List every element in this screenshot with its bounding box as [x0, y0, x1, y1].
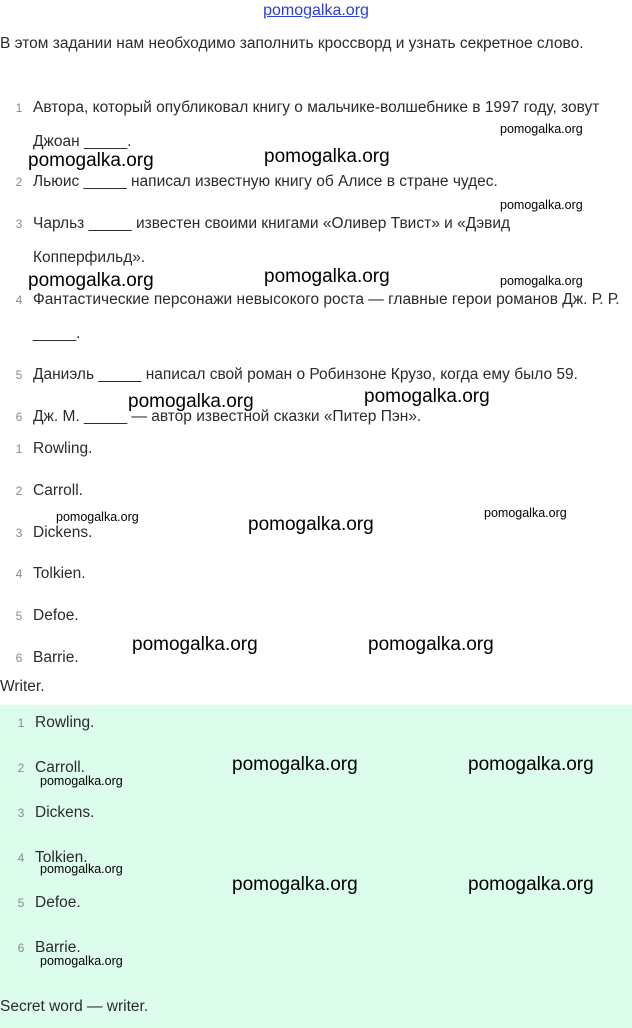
answer-text: Tolkien.	[35, 849, 88, 866]
task-intro: В этом задании нам необходимо заполнить кроссворд и узнать секретное слово.	[0, 35, 584, 52]
watermark: pomogalka.org	[56, 510, 139, 524]
watermark: pomogalka.org	[484, 506, 567, 520]
watermark: pomogalka.org	[232, 754, 358, 775]
answer-text: Carroll.	[33, 482, 83, 499]
site-title[interactable]: pomogalka.org	[263, 2, 369, 19]
question-number: 1	[15, 101, 23, 115]
question-number: 6	[15, 410, 23, 424]
answer-text: Carroll.	[35, 759, 85, 776]
answer-number: 2	[15, 484, 23, 498]
watermark: pomogalka.org	[128, 391, 254, 412]
watermark: pomogalka.org	[364, 386, 490, 407]
answer-text: Rowling.	[33, 440, 93, 457]
watermark: pomogalka.org	[500, 122, 583, 136]
watermark: pomogalka.org	[28, 270, 154, 291]
answer-number: 3	[17, 806, 25, 820]
answer-text: Dickens.	[35, 804, 95, 821]
question-text: Автора, который опубликовал книгу о мальчике-волшебнике в 1997 году, зовут Джоан _____.	[33, 99, 600, 150]
watermark: pomogalka.org	[500, 198, 583, 212]
answer-label: Writer.	[0, 678, 45, 695]
question-text: Чарльз _____ известен своими книгами «Оливер Твист» и «Дэвид Копперфильд».	[33, 215, 511, 266]
watermark: pomogalka.org	[368, 634, 494, 655]
answer-number: 1	[17, 716, 25, 730]
answer-text: Defoe.	[35, 894, 81, 911]
question-text: Дж. М. _____ — автор известной сказки «Питер Пэн».	[33, 408, 422, 425]
question-number: 4	[15, 293, 23, 307]
watermark: pomogalka.org	[132, 634, 258, 655]
watermark: pomogalka.org	[232, 874, 358, 895]
answer-number: 2	[17, 761, 25, 775]
answer-number: 6	[15, 651, 23, 665]
question-number: 5	[15, 368, 23, 382]
watermark: pomogalka.org	[468, 874, 594, 895]
question-text: Фантастические персонажи невысокого роста — главные герои романов Дж. Р. Р. _____.	[33, 291, 620, 342]
watermark: pomogalka.org	[264, 146, 390, 167]
watermark: pomogalka.org	[500, 274, 583, 288]
answer-number: 6	[17, 941, 25, 955]
watermark: pomogalka.org	[468, 754, 594, 775]
question-text: Даниэль _____ написал свой роман о Робинзоне Крузо, когда ему было 59.	[33, 366, 578, 383]
answer-number: 1	[15, 442, 23, 456]
watermark: pomogalka.org	[40, 862, 123, 876]
highlighted-answers-panel	[0, 705, 632, 1028]
question-number: 3	[15, 217, 23, 231]
answer-text: Tolkien.	[33, 565, 86, 582]
question-number: 2	[15, 175, 23, 189]
answer-text: Rowling.	[35, 714, 95, 731]
answer-text: Barrie.	[35, 939, 81, 956]
watermark: pomogalka.org	[28, 150, 154, 171]
watermark: pomogalka.org	[40, 954, 123, 968]
watermark: pomogalka.org	[40, 774, 123, 788]
answer-text: Dickens.	[33, 524, 93, 541]
answer-text: Defoe.	[33, 607, 79, 624]
question-text: Льюис _____ написал известную книгу об Алисе в стране чудес.	[33, 173, 498, 190]
answer-number: 4	[15, 567, 23, 581]
watermark: pomogalka.org	[264, 266, 390, 287]
answer-number: 4	[17, 851, 25, 865]
answer-number: 5	[17, 896, 25, 910]
answer-number: 3	[15, 526, 23, 540]
secret-word: Secret word — writer.	[0, 998, 149, 1015]
answer-text: Barrie.	[33, 649, 79, 666]
watermark: pomogalka.org	[248, 514, 374, 535]
answer-number: 5	[15, 609, 23, 623]
